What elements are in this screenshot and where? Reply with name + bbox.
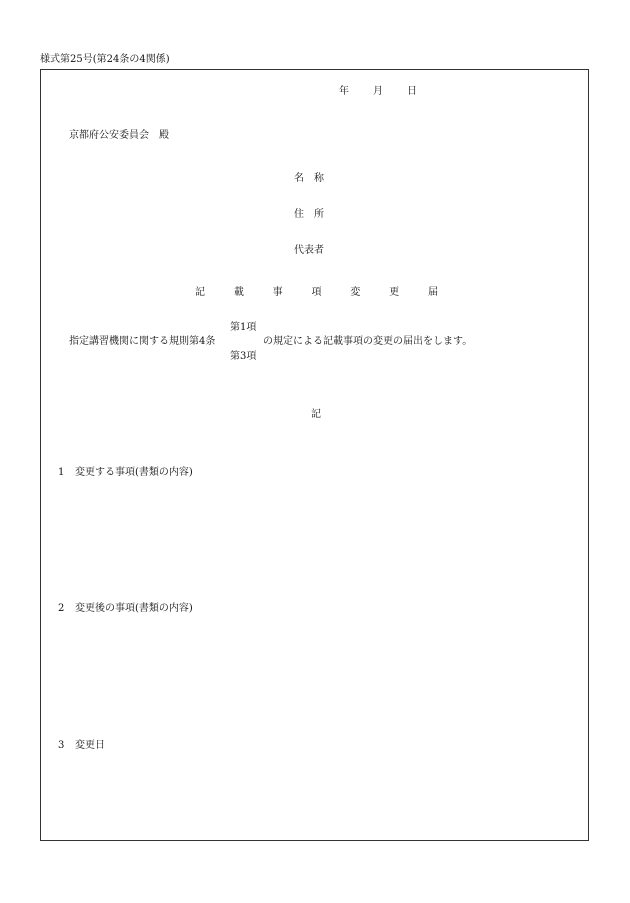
title-char: 項 (311, 287, 322, 298)
section-label-change-date: 変更日 (75, 740, 105, 751)
date-year-label: 年 (339, 86, 349, 97)
ki-heading: 記 (311, 409, 321, 420)
statement-paragraph-3: 第3項 (230, 351, 257, 362)
title-char: 載 (233, 287, 244, 298)
section-number: 2 (58, 603, 65, 614)
form-frame (40, 69, 589, 841)
title-char: 変 (350, 287, 361, 298)
title-char: 更 (389, 287, 400, 298)
section-number: 1 (58, 467, 65, 478)
addressee: 京都府公安委員会 殿 (69, 130, 169, 141)
document-title (195, 287, 438, 299)
applicant-address-label: 住 所 (294, 209, 324, 220)
date-month-label: 月 (373, 86, 383, 97)
applicant-representative-label: 代表者 (294, 245, 324, 256)
applicant-name-label: 名 称 (294, 173, 324, 184)
form-number: 様式第25号(第24条の4関係) (40, 54, 170, 65)
section-label-changed-items: 変更後の事項(書類の内容) (75, 603, 193, 614)
date-day-label: 日 (407, 86, 417, 97)
section-number: 3 (58, 740, 65, 751)
title-char: 記 (195, 287, 205, 298)
title-char: 事 (272, 287, 283, 298)
statement-suffix: の規定による記載事項の変更の届出をします。 (263, 336, 473, 347)
statement-prefix: 指定講習機関に関する規則第4条 (69, 336, 216, 347)
title-char: 届 (427, 287, 438, 298)
statement-paragraph-1: 第1項 (230, 322, 257, 333)
section-label-change-items: 変更する事項(書類の内容) (75, 467, 193, 478)
